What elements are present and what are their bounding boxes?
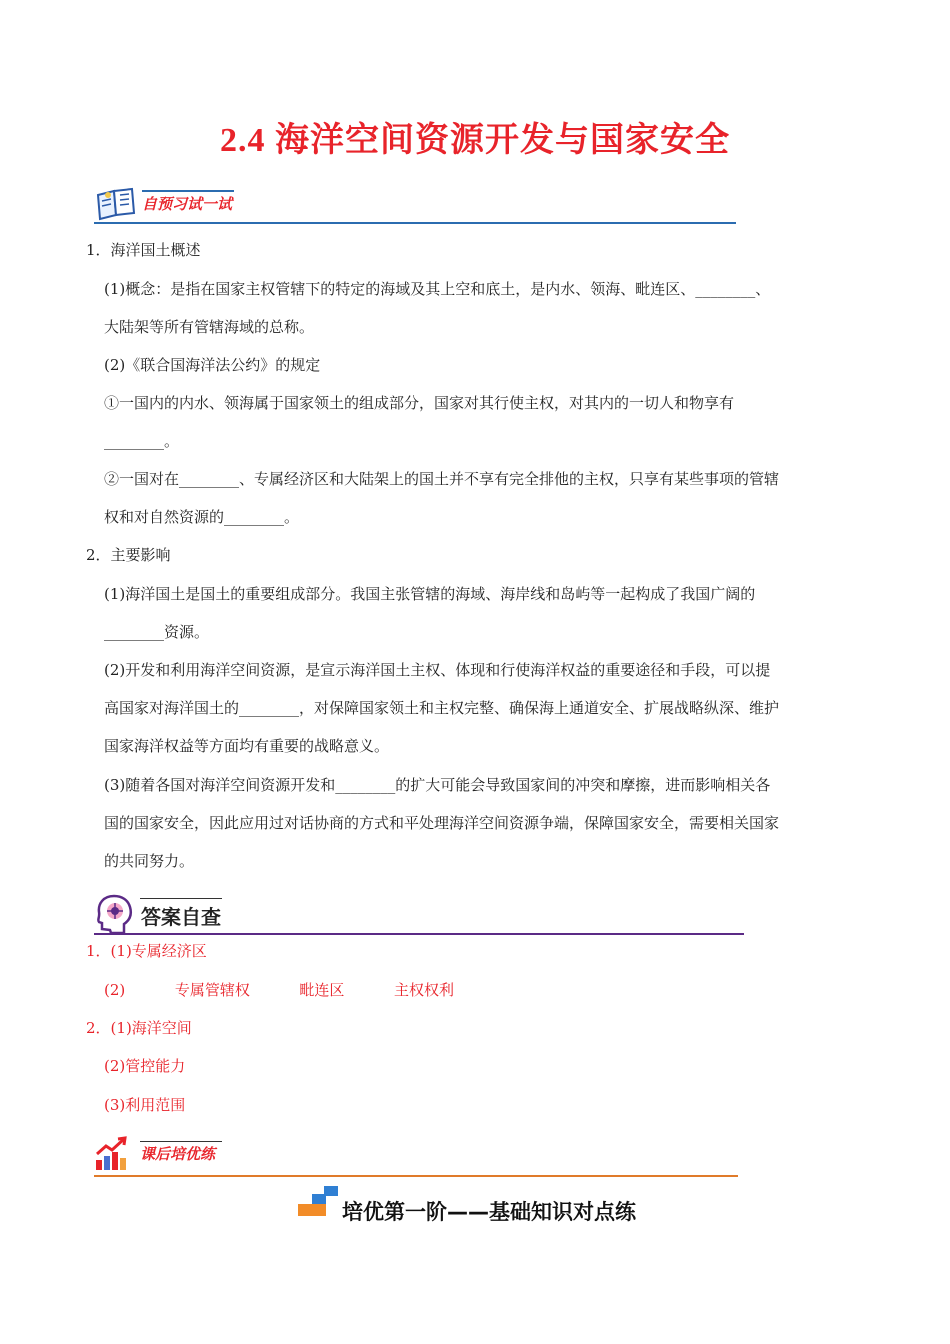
steps-icon	[298, 1186, 338, 1218]
question-2-3-line-b: 国的国家安全，因此应用过对话协商的方式和平处理海洋空间资源争端，保障国家安全，需要相关国家	[104, 814, 780, 832]
question-1-2-line-a: ①一国内的内水、领海属于国家领土的组成部分，国家对其行使主权，对其内的一切人和物享有	[104, 394, 735, 412]
question-2-1-line-a: (1)海洋国土是国土的重要组成部分。我国主张管辖的海域、海岸线和岛屿等一起构成了我国广阔的	[104, 585, 756, 603]
book-icon	[94, 187, 138, 221]
practice-subtitle: 培优第一阶——基础知识对点练	[342, 1200, 636, 1224]
question-1-2-line-b: ________。	[104, 432, 180, 450]
question-2-heading: 2．主要影响	[86, 546, 171, 564]
question-2-2-line-b: 高国家对海洋国土的________，对保障国家领土和主权完整、确保海上通道安全、扩展战略纵深、维护	[104, 699, 780, 717]
answer-item: 专属管辖权	[174, 981, 250, 999]
question-2-2-line-a: (2)开发和利用海洋空间资源，是宣示海洋国土主权、体现和行使海洋权益的重要途径和手段，可以提	[104, 661, 771, 679]
answers-divider	[94, 933, 744, 935]
question-2-3-line-c: 的共同努力。	[104, 852, 195, 870]
answer-1-1: 1．(1)专属经济区	[86, 942, 207, 960]
answer-item: 毗连区	[299, 981, 345, 999]
page-title: 2.4 海洋空间资源开发与国家安全	[220, 122, 730, 159]
answer-2-3: (3)利用范围	[104, 1096, 186, 1114]
brain-head-icon	[94, 893, 136, 935]
answer-2-1: 2．(1)海洋空间	[86, 1019, 192, 1037]
question-1-1-line-a: (1)概念：是指在国家主权管辖下的特定的海域及其上空和底土，是内水、领海、毗连区、________、	[104, 280, 771, 298]
answer-1-2-row	[104, 980, 454, 1000]
answer-1-2-label: (2)	[104, 981, 126, 999]
practice-section-title: 课后培优练	[140, 1145, 216, 1163]
question-1-heading: 1．海洋国土概述	[86, 241, 201, 259]
question-1-2-line-c: ②一国对在________、专属经济区和大陆架上的国土并不享有完全排他的主权，只享有某些事项的管辖	[104, 470, 780, 488]
question-1-1-line-b: 大陆架等所有管辖海域的总称。	[104, 318, 315, 336]
question-2-1-line-b: ________资源。	[104, 623, 210, 641]
question-1-2-line-d: 权和对自然资源的________。	[104, 508, 300, 526]
answers-section-title: 答案自查	[141, 905, 221, 929]
question-2-3-line-a: (3)随着各国对海洋空间资源开发和________的扩大可能会导致国家间的冲突和摩擦，进而影响相关各	[104, 776, 771, 794]
question-2-2-line-c: 国家海洋权益等方面均有重要的战略意义。	[104, 737, 390, 755]
preview-section-title: 自预习试一试	[142, 195, 233, 213]
question-1-2-heading: (2)《联合国海洋法公约》的规定	[104, 356, 321, 374]
answer-item: 主权权利	[393, 981, 454, 999]
practice-divider	[94, 1175, 738, 1177]
answer-2-2: (2)管控能力	[104, 1057, 186, 1075]
growth-chart-icon	[94, 1136, 130, 1172]
preview-divider	[94, 222, 736, 224]
